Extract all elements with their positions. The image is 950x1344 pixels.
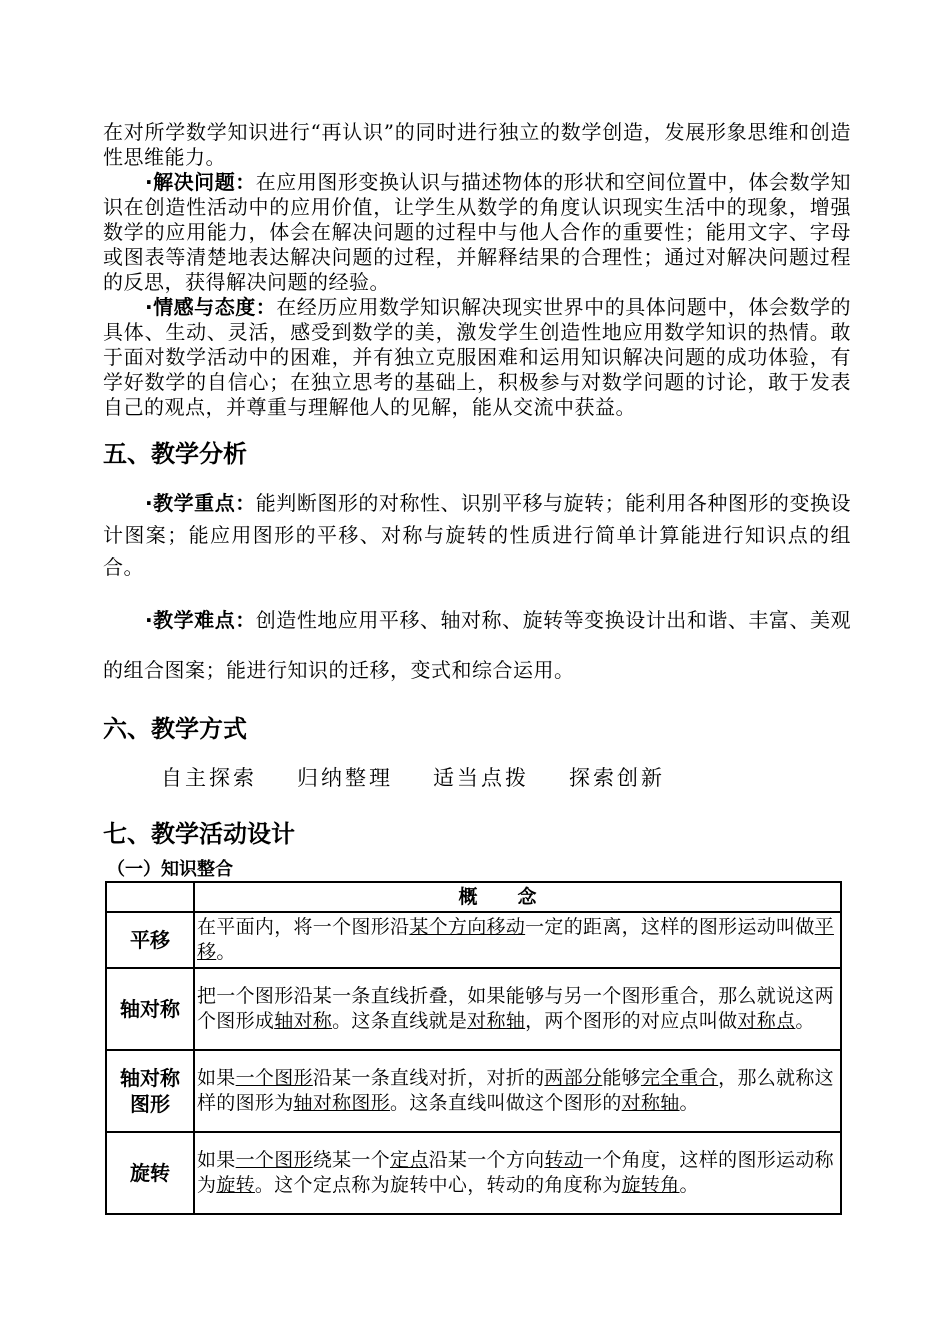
table-row [106,912,841,968]
key-term: 旋转 [216,1174,255,1196]
definition-text: 一个角度，这样的图形运动称为 [197,1149,834,1196]
method-item: 探索创新 [569,766,665,790]
table-row [106,1050,841,1132]
section-heading-activity-design: 七、教学活动设计 [103,820,295,848]
definition-text: 。这个定点称为旋转中心，转动的角度称为 [254,1174,622,1196]
key-points-label: ·教学重点： [145,491,256,515]
table-header-empty [106,882,194,912]
subsection-heading-knowledge: （一）知识整合 [107,859,233,880]
definition-text: 能够 [602,1067,641,1089]
term-cell: 平移 [106,912,194,968]
definition-text: 。这条直线叫做这个图形的 [390,1092,622,1114]
definition-text: 一定的距离，这样的图形运动叫做 [525,916,815,938]
definition-cell [194,1132,841,1214]
table-header-concept: 概念 [194,882,841,912]
attitude-label: ·情感与态度： [145,295,277,319]
difficult-points-text: 创造性地应用平移、轴对称、旋转等变换设计出和谐、丰富、美观的组合图案；能进行知识的迁移，变式和综合运用。 [103,608,851,682]
attitude-text: 在经历应用数学知识解决现实世界中的具体问题中，体会数学的具体、生动、灵活，感受到数学的美，激发学生创造性地应用数学知识的热情。敢于面对数学活动中的困难，并有独立克服困难和运用知识解决问题的成功体验，有学好数学的自信心；在独立思考的基础上，积极参与对数学问题的讨论，敢于发表自己的观点，并尊重与理解他人的见解，能从交流中获益。 [103,295,851,419]
definition-text: 沿某一个方向 [428,1149,545,1171]
definition-text: 如果 [197,1067,236,1089]
term-cell: 旋转 [106,1132,194,1214]
key-term: 轴对称图形 [293,1092,391,1114]
definition-text: 把一个图形沿某一条直线折叠，如果能够与另一个图形重合，那么就说这两个图形成 [197,985,834,1032]
key-term: 两部分 [544,1067,603,1089]
section-heading-methods: 六、教学方式 [103,715,247,743]
definition-text: 。 [216,941,236,963]
definition-text: 。 [679,1174,699,1196]
key-term: 对称轴 [621,1092,680,1114]
definition-text: 沿某一条直线对折，对折的 [312,1067,545,1089]
key-term: 某个方向移动 [409,916,526,938]
paragraph-difficult-points [103,595,851,695]
key-term: 旋转角 [621,1174,680,1196]
term-cell: 轴对称图形 [106,1050,194,1132]
definition-text: ，两个图形的对应点叫做 [525,1010,738,1032]
paragraph-attitude [103,295,851,420]
key-term: 完全重合 [640,1067,719,1089]
problem-solving-text: 在应用图形变换认识与描述物体的形状和空间位置中，体会数学知识在创造性活动中的应用价值，让学生从数学的角度认识现实生活中的现象，增强数学的应用能力，体会在解决问题的过程中与他人合作的重要性；能用文字、字母或图表等清楚地表达解决问题的过程，并解释结果的合理性；通过对解决问题过程的反思，获得解决问题的经验。 [103,170,851,294]
paragraph-key-points [103,487,851,583]
definition-text: 绕某一个 [312,1149,391,1171]
method-item: 自主探索 [161,766,257,790]
definition-cell [194,912,841,968]
definition-text: 在平面内，将一个图形沿 [197,916,410,938]
key-term: 定点 [390,1149,429,1171]
table-header-row [106,882,841,912]
definition-text: ，那么就称这样的图形为 [197,1067,834,1114]
definition-text: 。 [795,1010,815,1032]
table-row [106,968,841,1050]
key-points-text: 能判断图形的对称性、识别平移与旋转；能利用各种图形的变换设计图案；能应用图形的平移、对称与旋转的性质进行简单计算能进行知识点的组合。 [103,491,851,579]
key-term: 轴对称 [274,1010,333,1032]
document-page [103,120,851,1215]
term-cell: 轴对称 [106,968,194,1050]
key-term: 转动 [544,1149,584,1171]
table-row [106,1132,841,1214]
difficult-points-label: ·教学难点： [145,608,256,632]
key-term: 一个图形 [235,1067,313,1089]
paragraph-creativity: 在对所学数学知识进行“再认识”的同时进行独立的数学创造，发展形象思维和创造性思维能力。 [103,120,851,169]
method-item: 适当点拨 [433,766,529,790]
key-term: 平移 [197,916,834,963]
method-item: 归纳整理 [297,766,393,790]
definition-cell [194,1050,841,1132]
definition-text: 如果 [197,1149,236,1171]
definition-cell [194,968,841,1050]
teaching-methods-list [103,762,851,792]
section-heading-analysis: 五、教学分析 [103,440,247,468]
definition-text: 。 [679,1092,699,1114]
key-term: 对称点 [737,1010,796,1032]
concepts-table [105,881,842,1215]
problem-solving-label: ·解决问题： [145,170,256,194]
key-term: 对称轴 [467,1010,526,1032]
key-term: 一个图形 [235,1149,313,1171]
paragraph-problem-solving [103,170,851,295]
definition-text: 。这条直线就是 [332,1010,468,1032]
